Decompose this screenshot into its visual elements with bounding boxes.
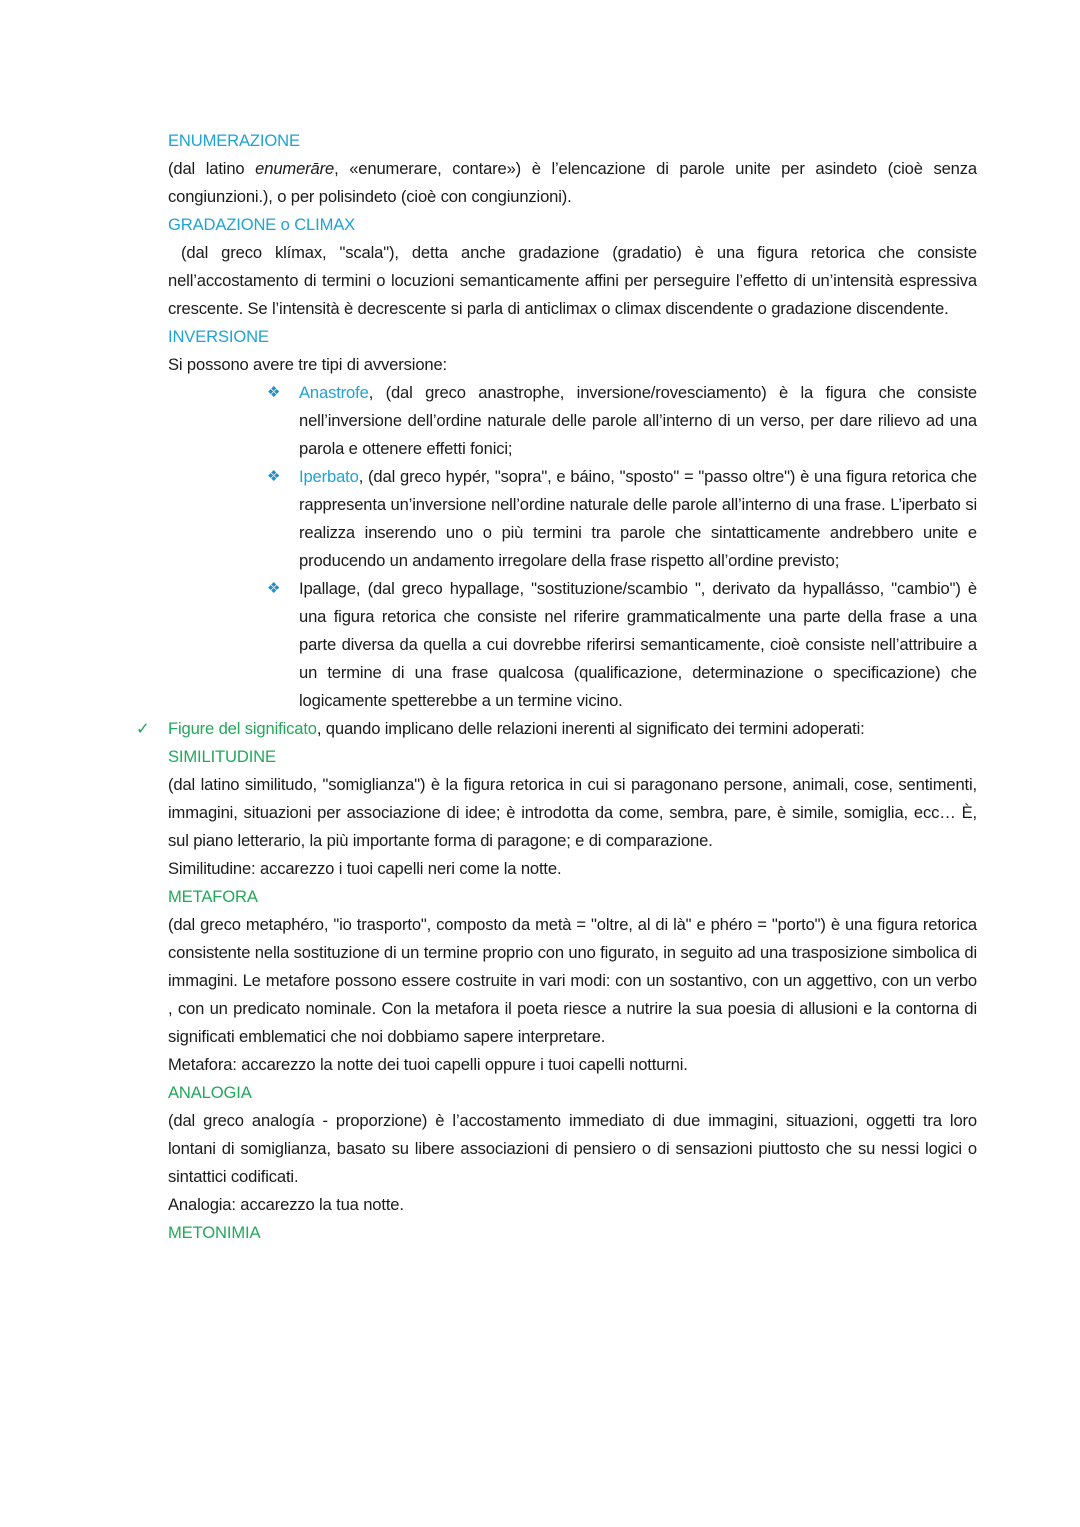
text: , (dal greco anastrophe, inversione/rovesciamento) è la figura che consiste nell’inversione dell’ordine naturale delle parole all’interno di un verso, per dare rilievo ad una parola e ottenere effetti fonici;	[299, 383, 977, 458]
example-analogia: Analogia: accarezzo la tua notte.	[168, 1195, 404, 1214]
significato-intro	[136, 715, 977, 743]
text: Ipallage, (dal greco hypallage, "sostituzione/scambio ", derivato da hypallásso, "cambio") è una figura retorica che consiste nel riferire grammaticalmente una parte della frase a una parte diversa da quella a cui dovrebbe riferirsi semanticamente, cioè consiste nell’attribuire a un termine di una frase qualcosa (qualificazione, determinazione o specificazione) che logicamente spetterebbe a un termine vicino.	[299, 579, 977, 710]
text: , (dal greco hypér, "sopra", e báino, "sposto" = "passo oltre") è una figura retorica che rappresenta un’inversione nell’ordine naturale delle parole all’interno di una frase. L’iperbato si realizza inserendo uno o più termini tra parole che sintatticamente andrebbero unite e producendo un andamento irregolare della frase rispetto all’ordine previsto;	[299, 467, 977, 570]
heading-metonimia: METONIMIA	[168, 1223, 261, 1242]
term: Anastrofe	[299, 383, 369, 402]
paragraph-enumerazione	[168, 155, 977, 211]
list-item	[267, 463, 977, 575]
heading-enumerazione: ENUMERAZIONE	[168, 131, 300, 150]
paragraph-gradazione: (dal greco klímax, "scala"), detta anche gradazione (gradatio) è una figura retorica che consiste nell’accostamento di termini o locuzioni semanticamente affini per perseguire l’effetto di un’intensità espressiva crescente. Se l’intensità è decrescente si parla di anticlimax o climax discendente o gradazione discendente.	[168, 243, 982, 318]
paragraph-metafora: (dal greco metaphéro, "io trasporto", composto da metà = "oltre, al di là" e phéro = "porto") è una figura retorica consistente nella sostituzione di un termine proprio con uno figurato, in seguito ad una trasposizione simbolica di immagini. Le metafore possono essere costruite in vari modi: con un sostantivo, con un aggettivo, con un verbo , con un predicato nominale. Con la metafora il poeta riesce a nutrire la sua poesia di allusioni e la contorna di significati emblematici che noi dobbiamo sapere interpretare.	[168, 915, 977, 1046]
list-item	[267, 379, 977, 463]
heading-gradazione: GRADAZIONE o CLIMAX	[168, 215, 356, 234]
text: (dal latino	[168, 159, 256, 178]
diamond-cluster-icon: ❖	[267, 580, 281, 597]
inversione-list	[168, 379, 977, 715]
paragraph-analogia: (dal greco analogía - proporzione) è l’accostamento immediato di due immagini, situazioni, oggetti tra loro lontani di somiglianza, basato su libere associazioni di pensiero o di sensazioni piuttosto che su nessi logici o sintattici codificati.	[168, 1111, 977, 1186]
heading-inversione: INVERSIONE	[168, 327, 269, 346]
term: Figure del significato	[168, 719, 317, 738]
text: , quando implicano delle relazioni inerenti al significato dei termini adoperati:	[316, 719, 865, 738]
list-item	[267, 575, 977, 715]
document-page	[136, 127, 982, 1247]
example-similitudine: Similitudine: accarezzo i tuoi capelli neri come la notte.	[168, 859, 562, 878]
checkmark-icon: ✓	[136, 719, 150, 738]
term: enumerāre	[255, 159, 335, 178]
paragraph-similitudine: (dal latino similitudo, "somiglianza") è la figura retorica in cui si paragonano persone, animali, cose, sentimenti, immagini, situazioni per associazione di idee; è introdotta da come, sembra, pare, è simile, somiglia, ecc… È, sul piano letterario, la più importante forma di paragone; e di comparazione.	[168, 775, 977, 850]
diamond-cluster-icon: ❖	[267, 384, 281, 401]
text: , «enumerare, contare») è l’elencazione di parole unite per asindeto (cioè senza congiunzioni.), o per polisindeto (cioè con congiunzioni).	[168, 159, 977, 206]
heading-metafora: METAFORA	[168, 887, 258, 906]
heading-analogia: ANALOGIA	[168, 1083, 252, 1102]
inversione-intro: Si possono avere tre tipi di avversione:	[168, 355, 448, 374]
diamond-cluster-icon: ❖	[267, 468, 281, 485]
heading-similitudine: SIMILITUDINE	[168, 747, 276, 766]
example-metafora: Metafora: accarezzo la notte dei tuoi capelli oppure i tuoi capelli notturni.	[168, 1055, 688, 1074]
term: Iperbato	[299, 467, 359, 486]
